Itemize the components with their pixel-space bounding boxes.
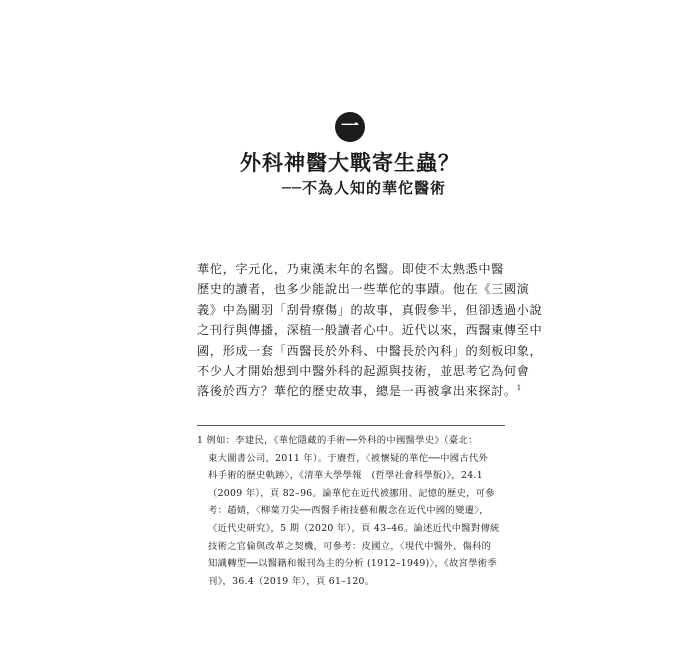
footnote-line: 《近代史研究》，5 期（2020 年），頁 43–46。論述近代中醫對傳統 xyxy=(208,522,500,534)
body-line-last xyxy=(197,381,522,401)
chapter-number-badge xyxy=(335,112,365,142)
body-paragraph xyxy=(197,259,543,402)
footnote-reference: 1 xyxy=(516,384,522,393)
body-line: 不少人才開始想到中醫外科的起源與技術，並思考它為何會 xyxy=(197,363,530,378)
body-line: 之刊行與傳播，深植一般讀者心中。近代以來，西醫東傳至中 xyxy=(197,323,543,338)
body-line: 國，形成一套「西醫長於外科、中醫長於內科」的刻板印象， xyxy=(197,343,543,358)
footnote-divider xyxy=(197,425,505,426)
chapter-number: 一 xyxy=(341,116,359,137)
footnote-line: （2009 年），頁 82–96。論華佗在近代被挪用、記憶的歷史，可參 xyxy=(208,487,495,499)
footnote-line: 刊》，36.4（2019 年），頁 61–120。 xyxy=(208,575,375,587)
body-line: 義》中為關羽「刮骨療傷」的故事，真假參半，但卻透過小說 xyxy=(197,302,543,317)
footnote-line: 技術之官倫與改革之契機，可參考：皮國立，〈現代中醫外、傷科的 xyxy=(208,540,492,552)
footnote-line: 科手術的歷史軌跡〉，《清華大學學報 (哲學社會科學版)》，24.1 xyxy=(208,470,483,482)
footnote-line: 東大圖書公司，2011 年）。于賡哲，〈被懷疑的華佗──中國古代外 xyxy=(208,452,489,464)
footnote-line: 考：趙婧，〈柳葉刀尖──西醫手術技藝和觀念在近代中國的變遷〉， xyxy=(208,505,489,517)
footnote-line: 知識轉型──以醫籍和報刊為主的分析 (1912–1949)〉，《故宮學術季 xyxy=(208,558,497,570)
footnote-line: 1 例如：李建民，《華佗隱藏的手術──外科的中國醫學史》（臺北： xyxy=(197,435,478,446)
chapter-subtitle: ──不為人知的華佗醫術 xyxy=(282,179,447,197)
body-line-text: 落後於西方？華佗的歷史故事，總是一再被拿出來探討。 xyxy=(197,384,517,399)
footnote-block xyxy=(197,432,512,590)
body-line: 歷史的讀者，也多少能說出一些華佗的事蹟。他在《三國演 xyxy=(197,282,530,297)
body-line: 華佗，字元化，乃東漢末年的名醫。即使不太熟悉中醫 xyxy=(197,262,504,276)
chapter-title: 外科神醫大戰寄生蟲？ xyxy=(240,151,460,175)
